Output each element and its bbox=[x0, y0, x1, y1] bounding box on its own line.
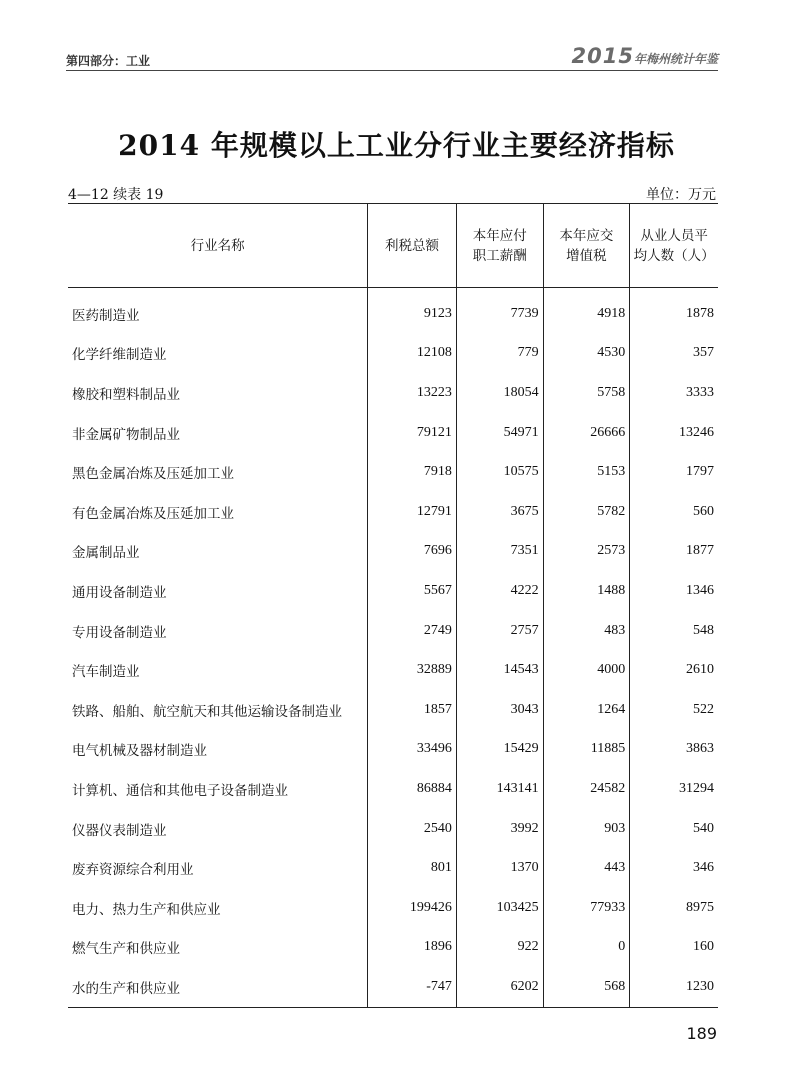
value-cell: 7351 bbox=[456, 532, 543, 572]
value-cell: 12791 bbox=[368, 492, 457, 532]
value-cell: 1230 bbox=[630, 967, 718, 1007]
industry-name-cell: 医药制造业 bbox=[72, 307, 140, 324]
value-cell: 1878 bbox=[630, 288, 718, 334]
table-id: 4—12 续表 19 bbox=[68, 187, 164, 203]
industry-name-cell: 专用设备制造业 bbox=[72, 624, 167, 641]
value-cell: 143141 bbox=[456, 769, 543, 809]
value-cell: 8975 bbox=[630, 888, 718, 928]
column-header: 从业人员平 均人数（人） bbox=[630, 204, 718, 288]
value-cell: 5153 bbox=[543, 452, 630, 492]
value-cell: 24582 bbox=[543, 769, 630, 809]
value-cell: 12108 bbox=[368, 334, 457, 374]
value-cell: 443 bbox=[543, 848, 630, 888]
industry-name-cell: 燃气生产和供应业 bbox=[72, 941, 180, 958]
table-row bbox=[68, 532, 718, 572]
industry-name-cell: 电气机械及器材制造业 bbox=[72, 743, 207, 760]
table-row bbox=[68, 769, 718, 809]
column-header: 利税总额 bbox=[368, 204, 457, 288]
value-cell: 2757 bbox=[456, 611, 543, 651]
page-title: 2014 年规模以上工业分行业主要经济指标 bbox=[118, 129, 675, 162]
industry-name-cell: 水的生产和供应业 bbox=[68, 967, 368, 1007]
value-cell: 15429 bbox=[456, 730, 543, 770]
value-cell: 160 bbox=[630, 928, 718, 968]
value-cell: 3333 bbox=[630, 373, 718, 413]
value-cell: 346 bbox=[630, 848, 718, 888]
table-row bbox=[68, 848, 718, 888]
industry-name-cell: 非金属矿物制品业 bbox=[72, 426, 180, 443]
value-cell: 86884 bbox=[368, 769, 457, 809]
value-cell: 54971 bbox=[456, 413, 543, 453]
value-cell: 568 bbox=[543, 967, 630, 1007]
value-cell: 903 bbox=[543, 809, 630, 849]
value-cell: 1877 bbox=[630, 532, 718, 572]
yearbook-label bbox=[572, 44, 718, 68]
value-cell: 13223 bbox=[368, 373, 457, 413]
table-row bbox=[68, 373, 718, 413]
value-cell: 2573 bbox=[543, 532, 630, 572]
value-cell: 357 bbox=[630, 334, 718, 374]
value-cell: 3043 bbox=[456, 690, 543, 730]
value-cell: 4918 bbox=[543, 288, 630, 334]
value-cell: 32889 bbox=[368, 650, 457, 690]
value-cell: 77933 bbox=[543, 888, 630, 928]
value-cell: 5782 bbox=[543, 492, 630, 532]
value-cell: 1797 bbox=[630, 452, 718, 492]
yearbook-name: 年梅州统计年鉴 bbox=[633, 52, 718, 66]
industry-name-cell: 仪器仪表制造业 bbox=[72, 822, 167, 839]
value-cell: 1857 bbox=[368, 690, 457, 730]
value-cell: 4222 bbox=[456, 571, 543, 611]
value-cell: -747 bbox=[368, 967, 457, 1007]
value-cell: 10575 bbox=[456, 452, 543, 492]
value-cell: 801 bbox=[368, 848, 457, 888]
page-number: 189 bbox=[686, 1024, 717, 1043]
industry-name-cell: 计算机、通信和其他电子设备制造业 bbox=[72, 782, 288, 799]
table-row bbox=[68, 928, 718, 968]
value-cell: 483 bbox=[543, 611, 630, 651]
value-cell: 11885 bbox=[543, 730, 630, 770]
table-row bbox=[68, 334, 718, 374]
value-cell: 14543 bbox=[456, 650, 543, 690]
value-cell: 3675 bbox=[456, 492, 543, 532]
industry-name-cell: 铁路、船舶、航空航天和其他运输设备制造业 bbox=[72, 703, 342, 720]
value-cell: 33496 bbox=[368, 730, 457, 770]
section-label: 第四部分：工业 bbox=[66, 54, 151, 68]
value-cell: 199426 bbox=[368, 888, 457, 928]
industry-name-cell: 橡胶和塑料制品业 bbox=[72, 386, 180, 403]
industry-name-cell: 通用设备制造业 bbox=[72, 584, 167, 601]
value-cell: 7739 bbox=[456, 288, 543, 334]
value-cell: 1264 bbox=[543, 690, 630, 730]
table-row bbox=[68, 611, 718, 651]
column-header: 行业名称 bbox=[68, 204, 368, 288]
value-cell: 1488 bbox=[543, 571, 630, 611]
industry-name-cell: 废弃资源综合利用业 bbox=[72, 862, 194, 879]
value-cell: 9123 bbox=[368, 288, 457, 334]
value-cell: 5758 bbox=[543, 373, 630, 413]
table-row bbox=[68, 452, 718, 492]
value-cell: 1346 bbox=[630, 571, 718, 611]
value-cell: 79121 bbox=[368, 413, 457, 453]
table-row bbox=[68, 967, 718, 1007]
value-cell: 548 bbox=[630, 611, 718, 651]
column-header: 本年应付 职工薪酬 bbox=[456, 204, 543, 288]
industry-name-cell: 汽车制造业 bbox=[72, 664, 140, 681]
table-body bbox=[68, 288, 718, 1008]
value-cell: 18054 bbox=[456, 373, 543, 413]
industry-name-cell: 化学纤维制造业 bbox=[72, 347, 167, 364]
value-cell: 2610 bbox=[630, 650, 718, 690]
value-cell: 103425 bbox=[456, 888, 543, 928]
industry-name-cell: 黑色金属冶炼及压延加工业 bbox=[72, 466, 234, 483]
running-header bbox=[66, 44, 718, 71]
value-cell: 1370 bbox=[456, 848, 543, 888]
value-cell: 6202 bbox=[456, 967, 543, 1007]
indicator-table bbox=[68, 203, 718, 1008]
table-row bbox=[68, 413, 718, 453]
value-cell: 4000 bbox=[543, 650, 630, 690]
value-cell: 26666 bbox=[543, 413, 630, 453]
table-row bbox=[68, 809, 718, 849]
value-cell: 5567 bbox=[368, 571, 457, 611]
value-cell: 2749 bbox=[368, 611, 457, 651]
table-row bbox=[68, 690, 718, 730]
value-cell: 560 bbox=[630, 492, 718, 532]
table-row bbox=[68, 571, 718, 611]
industry-name-cell: 有色金属冶炼及压延加工业 bbox=[72, 505, 234, 522]
value-cell: 2540 bbox=[368, 809, 457, 849]
value-cell: 3992 bbox=[456, 809, 543, 849]
value-cell: 7696 bbox=[368, 532, 457, 572]
table-row bbox=[68, 288, 718, 334]
value-cell: 922 bbox=[456, 928, 543, 968]
unit-label: 单位：万元 bbox=[646, 187, 716, 203]
value-cell: 0 bbox=[543, 928, 630, 968]
table-header-row bbox=[68, 204, 718, 288]
value-cell: 3863 bbox=[630, 730, 718, 770]
value-cell: 779 bbox=[456, 334, 543, 374]
industry-name-cell: 金属制品业 bbox=[72, 545, 140, 562]
value-cell: 13246 bbox=[630, 413, 718, 453]
value-cell: 540 bbox=[630, 809, 718, 849]
table-row bbox=[68, 650, 718, 690]
value-cell: 522 bbox=[630, 690, 718, 730]
value-cell: 31294 bbox=[630, 769, 718, 809]
table-row bbox=[68, 888, 718, 928]
value-cell: 1896 bbox=[368, 928, 457, 968]
value-cell: 4530 bbox=[543, 334, 630, 374]
column-header: 本年应交 增值税 bbox=[543, 204, 630, 288]
table-row bbox=[68, 492, 718, 532]
yearbook-year: 2015 bbox=[571, 44, 634, 68]
value-cell: 7918 bbox=[368, 452, 457, 492]
industry-name-cell: 电力、热力生产和供应业 bbox=[72, 901, 221, 918]
table-row bbox=[68, 730, 718, 770]
